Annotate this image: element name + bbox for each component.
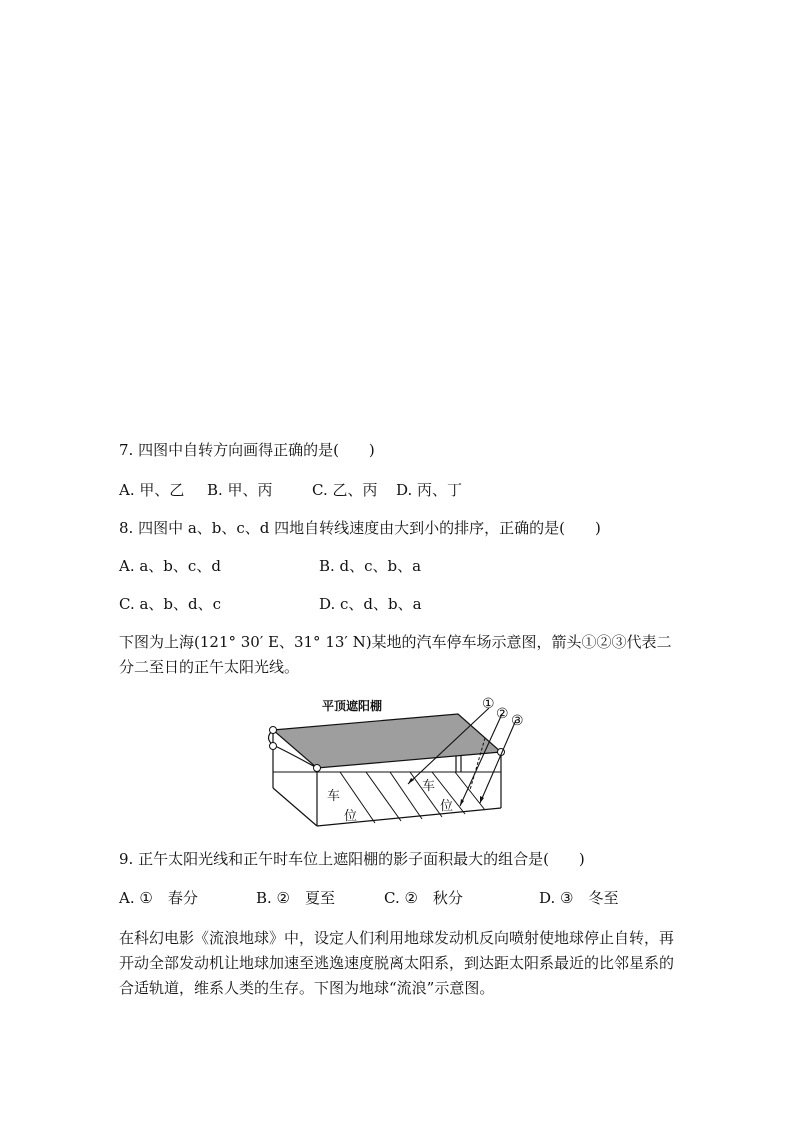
label-car-right: 车 <box>422 779 436 794</box>
earth-intro-paragraph: 在科幻电影《流浪地球》中，设定人们利用地球发动机反向喷射使地球停止自转，再开动全部发动机让地球加速至逃逸速度脱离太阳系，到达距太阳系最近的比邻星系的合适轨道，维系人类的生存。下图为地球“流浪”示意图。 <box>119 929 675 997</box>
q9-option-a: A. ① 春分 <box>119 889 198 907</box>
q8-option-c: C. a、b、d、c <box>119 595 222 613</box>
figure-title: 平顶遮阳棚 <box>322 699 383 713</box>
parking-intro-paragraph: 下图为上海(121° 30′ E、31° 13′ N)某地的汽车停车场示意图，箭头①②③代表二分二至日的正午太阳光线。 <box>119 633 672 676</box>
q7-option-c: C. 乙、丙 <box>312 481 378 499</box>
question-9-stem: 9. 正午太阳光线和正午时车位上遮阳棚的影子面积最大的组合是( ) <box>119 850 585 868</box>
label-car-left: 车 <box>327 789 341 804</box>
arrow-label-1: ① <box>482 696 495 712</box>
q8-option-a: A. a、b、c、d <box>119 557 221 575</box>
question-7-stem: 7. 四图中自转方向画得正确的是( ) <box>119 441 375 459</box>
arrow-label-2: ② <box>496 706 509 722</box>
q8-option-b: B. d、c、b、a <box>319 557 422 575</box>
label-spot-right: 位 <box>440 799 454 814</box>
label-spot-left: 位 <box>344 809 358 824</box>
parking-lot-figure <box>260 690 540 835</box>
q7-option-d: D. 丙、丁 <box>396 481 463 499</box>
q8-option-d: D. c、d、b、a <box>319 595 422 613</box>
q9-option-c: C. ② 秋分 <box>384 889 463 907</box>
arrow-label-3: ③ <box>511 713 524 729</box>
question-8-stem: 8. 四图中 a、b、c、d 四地自转线速度由大到小的排序，正确的是( ) <box>119 519 601 537</box>
q7-option-b: B. 甲、丙 <box>207 481 273 499</box>
q9-option-d: D. ③ 冬至 <box>539 889 619 907</box>
q9-option-b: B. ② 夏至 <box>256 889 336 907</box>
q7-option-a: A. 甲、乙 <box>119 481 185 499</box>
